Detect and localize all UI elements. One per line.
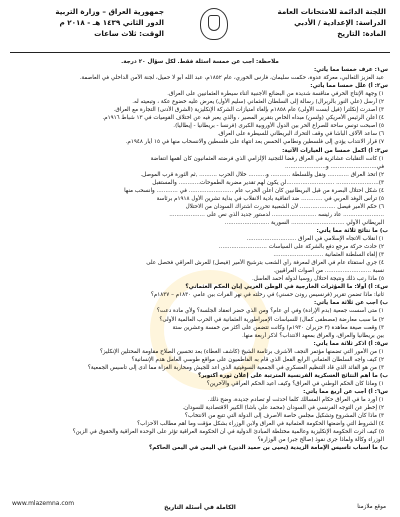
question-line: ١) كانت التقلبات عشائرية في العراق رفضا للتجنيد الإلزامي الذي فرضته العثمانيون كان أهمها انتفاضة [150,155,384,162]
question-line: البريطاني الأولي .............................. السورية ......................... [224,219,384,226]
question-heading: ب) ما نتائج ثلاثة مما يأتي: [316,227,388,234]
question-line: ١) من الأمور التي تضمنها مؤتمر النجف الأشرف برئاسة الشيخ (كاشف الغطاء) بعد تحسين الصلاح مقاومة المحتلين الإنكليز؟ [99,348,384,355]
question-line: ٤) أعلن الرئيس الأمريكي (ولسن) مبدأه الخاص بتقرير المصير ، والذي يعبر فيه عن اختلاف القوميات في ١٣ شباط ١٩١٦م. [102,115,384,122]
subject-name: المادة: التاريخ [337,29,386,38]
question-line: ٢) إخطر عن التوجه الفرنسي في السودان (محمد علي باشا) الكبير الاقتصادية للسودان. [182,405,384,412]
committee-info [236,6,386,39]
question-line: ثانيا: ماذا تضمن تقرير (فرنسيس رودن حسني) في رحلته في نهر الفرات بين عامي ١٨٣٠م – ١٨٣٧م؟ [150,292,384,299]
question-line: في.......................... و....................... [285,163,384,170]
footer-title: الكاملة في أسئلة التاريخ [164,504,236,511]
ministry-name: جمهورية العراق – وزارة التربية [55,7,164,16]
question-heading: ب) ما أهم النتائج العسكرية الفرنسية المترتبة على إعلان ثورة أكتوبر؟ [197,372,388,379]
exam-round: الدور الثاني ١٤٣٩ هـ - ٢٠١٨ م [59,18,164,27]
question-line: ٢) كيف واجه السلطان العثماني الرابع الفعل الذي قام به الفاطميون على مواقع طوسي العامل هدم الإنسانية؟ [131,356,384,363]
question-line: ٦) ساعد الآلاف الباشا في وقف التحرك البريطاني للسيطرة على العراق. [217,131,384,138]
header-divider [10,52,390,53]
question-line: الوزراء وكالة ولماذا جرى نفوذ (صالح جبر) من الوزارة؟ [257,437,384,444]
question-line: عبد العزيز الثعالبي، معركة عدوة، حكمت سليمان، فارس الخوري، عام ١٨٥٢م، عبد الله أبو لا حميل، لجنة الأمن الداخلي في العاصمة. [79,75,384,82]
question-heading: س٥: أ) اذكر ثلاثة مما يأتي: [313,340,388,347]
question-heading: س٦: أ) أجب عن أربع مما يأتي: [303,388,388,395]
question-line: ٣) وقعت صيغة معاهدة (٣ حزيران ١٩٣٠م) وكانت تتضمن على أكثر من خمسة وعشرين ستة [172,324,384,331]
question-line: نسبة .......................... من أصوات العراقيين. [273,268,384,275]
exam-questions [12,58,388,452]
question-line: ٢) أرسل (علي النور بالربرال) رسالة إلى السلطان العثماني (سليم الأول) يعرض عليه خضوع عكة ، وتبعيته له. [132,99,384,106]
question-line: ٧) قرار الانتداب يؤدي إلى فلسطين ونطامي الخمس بعد انتهاء على فلسطين والانسحاب منها في ١٥ أيار ١٩٤٨م. [125,139,384,146]
ministry-seal-icon [200,8,228,40]
question-line: ٣) من هو القائد الذي قاد التنظيم العسكري في الجمعية السوفيتية الذي أعد للجيش ومحاربة الغزاة مما أدى إلى تأسيس الجمعية؟ [87,364,384,371]
question-line: ٥) كيف أثرت الحكومة الإنكليزية وعالمية مختلطة المبادئ الدولية في أن الحكومة العراقية تؤثر على الوحدة العراقية والحقوق في الزين؟ [72,429,384,436]
question-line: ٣) أصدرت إنكلترا (فيل أبست الأولى) عام ١٨٥٨م بإلغاء امتيازات الشركة الإنكليزية (الشرق الأدنى) التجارة مع العراق. [113,107,384,114]
question-line: ٣) إلغاء السلطنة العثمانية ............................ [273,252,384,259]
question-line: ١) انقلاب الاتجاه الإسلامي في العراق ............................ [246,236,384,243]
question-heading: س٣: أ) أكمل خمسا من العبارات الآتية: [282,147,388,154]
question-line: ٢) ما سبب معارضة (مصطفى كمال) للسياسات الإمبراطورية العثمانية في الحرب العالمية الأولى؟ [159,316,384,323]
question-line: ١) وجهة الإنتاج الحرفي مناقسة شديدة من البضائع الأجنبية أثناء سيطرة العثمانيين على العراق. [167,91,384,98]
exam-duration: الوقت: ثلاث ساعات [94,29,164,38]
footer-website: www.mlazemna.com [12,500,75,507]
question-heading: س٢: أ) علل خمسا مما يأتي: [310,83,388,90]
question-line: ٤) الشروط التي واضعتها الحكومة العثمانية في العراق ولابن الوزراء بشكل مؤقت وما أهم مطالب الأحزاب؟ [137,421,384,428]
question-line: ٣)........................ ...........................لن يكون لهم تقدير مضربة الطموحات............ والمستقبل [152,179,384,186]
question-line: ١) وماذا كان الحكم الوطني في العراق؟ وكيف أعيد الحكم العراقي والآخرين؟ [206,380,384,387]
question-line: ٤) شكل احتلال البصرة من قبل البريطانيين كان أعلن الحرب عام ......................... في ............ وانسحب منها [124,187,384,194]
question-line: ١) متى أسست جمعية (بدم الإرادة) وفي أي عام؟ ومن الذي حضر انعقاد الجلسة؟ ولأي مادة دعت؟ [156,308,384,315]
question-line: ٣) ماذا كان المشروع وتشكيل مجلس خاصة الأصرف إلى الدولة التي تتبع من الانتخاب؟ [184,413,384,420]
question-line: ....................... عاد رئيسه ......................... لدستور جديد الذي نص على .................... [169,211,384,218]
question-line: ٢) حادث حركة مرجع دفع بالشركة على السياسات ........................... [218,244,384,251]
question-line: ٥) أصبحت تونس ساحة للصراع الحر بين الدول الأوروبية الكبرى (فرنسا - بريطانيا - إيطاليا). [173,123,384,130]
exam-header [14,6,386,54]
question-line: بين بريطانيا والعراق، والعراق بمعهد الانتداب؟ اذكر أربعة منها. [241,332,384,339]
question-line: ١) أورد ما في العراق حكام المسالك كلما أحدثت أو تصادم جديدة، وضح ذلك. [207,396,384,403]
question-line: ٤) جري استفتاء عام في العراق لمعرفة رأي الشعب بترشيح الأمير (فيصل) للعرش العراقي فحصل على [146,260,384,267]
study-branch: الدراسة: الإعدادية / الأدبي [294,18,386,27]
question-heading: ب) ما أسباب تأسيس الإمامة الزيدية (يحيى بن حميد الدين) في اليمن في اليمن الحاكم؟ [149,445,388,452]
question-line: ٥) ترأس الوفد العربي في ............ ضد اتفاقية بادية الانقلاب في بداية تشرين الأول ١٩١٨م برئاسة [156,195,384,202]
question-line: ٢) اتخذ العراق ............ ونقل وللسلطة ........... و.......... خلال الحرب .......... ,ثم الثورة قرب الموصل. [140,171,384,178]
committee-name: اللجنة الدائمة للامتحانات العامة [277,7,386,16]
footer-site-name: موقع ملازمنا [357,504,386,510]
exam-note: ملاحظة: أجب عن خمسة أسئلة فقط. لكل سؤال ٢٠ درجة. [121,59,279,65]
question-heading: س١: عرف خمسا مما يأتي: [313,67,388,74]
ministry-info [14,6,164,39]
question-heading: س٤: أ) أولا: ما المؤثرات الخارجية في الوطن العربي إبان الحكم العثماني؟ [185,284,388,291]
question-line: ٥) ماذا رتب ذلك ونتيجة احتلال روسيا لدولة أحمد العاسل. [251,276,384,283]
question-line: ٦) حكم الأمير فيصل .................... لأن الشعبية تحررت اشتراك السودان من الاحتلال [185,203,384,210]
question-heading: ب) أجب عن ثلاثة مما يأتي: [314,300,388,307]
